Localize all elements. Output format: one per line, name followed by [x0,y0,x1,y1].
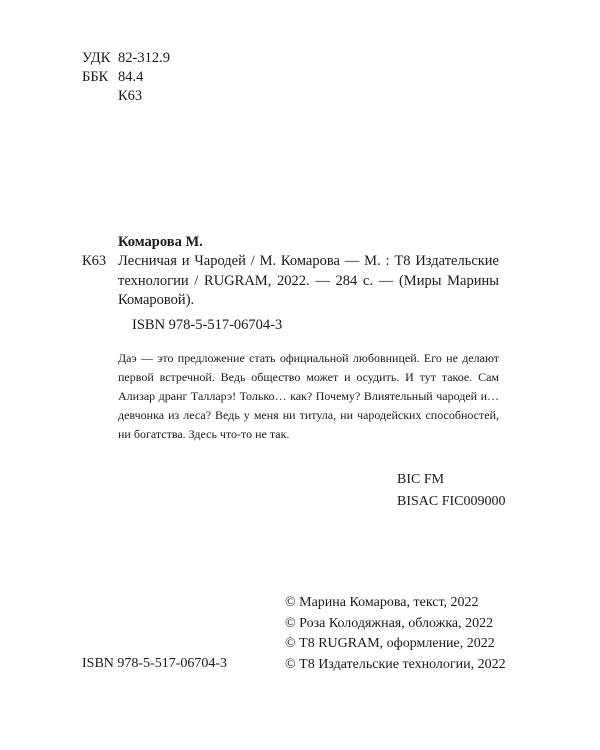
bbk-value: 84.4 [118,69,144,85]
copyright-block [285,593,506,675]
udk-label: УДК [82,50,111,66]
copyright-line: © Марина Комарова, текст, 2022 [285,595,479,610]
classification-block [82,49,170,106]
author-name: Комарова М. [118,234,203,250]
copyright-line: © Т8 RUGRAM, оформление, 2022 [285,636,495,651]
annotation-text: Даэ — это предложение стать официальной любовницей. Его не делают первой встречной. Ведь общество может и осудить. И тут такое. Сам Ализар дранг Талларэ! Только… как? Почему? Влиятельный чародей и… девчонка из леса? Ведь у меня ни титула, ни чародейских способностей, ни богатства. Здесь что-то не так. [118,351,499,441]
author-mark-row [82,87,170,106]
bic-code: BIC FM [397,472,445,487]
classification-author-mark: К63 [118,88,143,104]
subject-codes [397,469,506,513]
isbn-footer: ISBN 978-5-517-06704-3 [82,656,228,671]
isbn-main: ISBN 978-5-517-06704-3 [132,317,283,333]
copyright-line: © Роза Колодяжная, обложка, 2022 [285,615,494,631]
udk-value: 82-312.9 [118,50,170,66]
udk-row [82,49,170,68]
bbk-row [82,68,170,87]
copyright-line: © Т8 Издательские технологии, 2022 [285,656,506,672]
bbk-label: ББК [82,69,109,85]
bibliographic-description: Лесничая и Чародей / М. Комарова — М. : Т8 Издательские технологии / RUGRAM, 2022. — 284 с. — (Миры Марины Комаровой). [118,253,499,308]
bibliographic-author-mark: К63 [82,253,107,269]
bisac-code: BISAC FIC009000 [397,494,506,509]
